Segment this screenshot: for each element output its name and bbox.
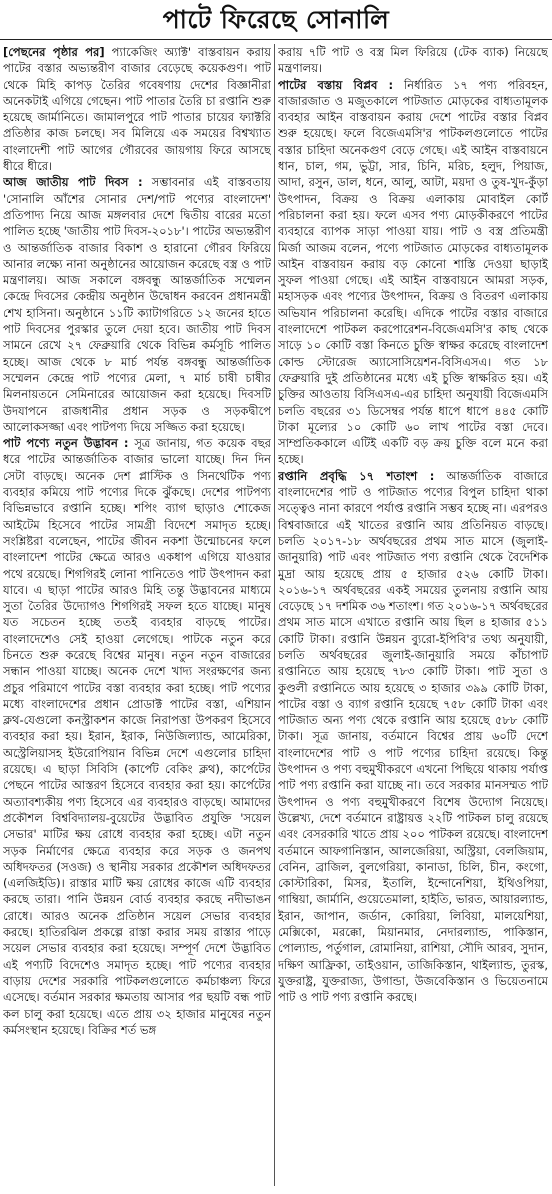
paragraph-export-growth [278,468,548,1006]
subhead-jute-day: আজ জাতীয় পাট দিবস : [3,175,143,190]
paragraph-intro [3,44,271,174]
subhead-innovation: পাট পণ্যে নতুন উদ্ভাবন : [3,436,129,451]
paragraph-continued [278,44,548,77]
paragraph-jute-day [3,174,271,435]
headline-band [0,0,552,40]
paragraph-intro-text: প্যাকেজিং অ্যাক্ট' বাস্তবায়ন করায় পাটের বস্তার অভ্যন্তরীণ বাজার বেড়েছে কয়েকগুণ। পাট থেকে মিহি কাপড় তৈরির গবেষণায় দেশের বিজ্ঞানীরা অনেকটাই এগিয়ে গেছেন। পাট পাতার তৈরি চা রপ্তানি শুরু হয়েছে জার্মানিতে। জামালপুরে পাট পাতার চায়ের ফ্যাক্টরি প্রতিষ্ঠার কাজ চলছে। সব মিলিয়ে এক সময়ের বিশ্বখ্যাত বাংলাদেশী পাট আগের গৌরবের জায়গায় ফিরে আসছে ধীরে ধীরে। [3,45,271,174]
article-column-left [3,44,271,1190]
paragraph-export-growth-text: আন্তর্জাতিক বাজারে বাংলাদেশের পাট ও পাটজাত পণ্যের বিপুল চাহিদা থাকা সত্ত্বেও নানা কারণে পর্যাপ্ত রপ্তানি সম্ভব হচ্ছে না। এরপরও বিশ্ববাজারে এই খাতের রপ্তানি আয় প্রতিনিয়ত বাড়ছে। চলতি ২০১৭-১৮ অর্থবছরের প্রথম সাত মাসে (জুলাই-জানুয়ারি) পাট এবং পাটজাত পণ্য রপ্তানি থেকে বৈদেশিক মুদ্রা আয় হয়েছে প্রায় ৫ হাজার ৫২৬ কোটি টাকা। ২০১৬-১৭ অর্থবছরের একই সময়ের তুলনায় রপ্তানি আয় বেড়েছে ১৭ দশমিক ৩৬ শতাংশ। গত ২০১৬-১৭ অর্থবছরের প্রথম সাত মাসে এখাতে রপ্তানি আয় ছিল ৪ হাজার ৫১১ কোটি টাকা। রপ্তানি উন্নয়ন ব্যুরো-ইপিবি'র তথ্য অনুযায়ী, চলতি অর্থবছরের জুলাই-জানুয়ারি সময়ে কাঁচাপাট রপ্তানিতে আয় হয়েছে ৭৮৩ কোটি টাকা। পাট সুতা ও কুণ্ডলী রপ্তানিতে আয় হয়েছে ৩ হাজার ৩৯৯ কোটি টাকা, পাটের বস্তা ও ব্যাগ রপ্তানি হয়েছে ৭৫৮ কোটি টাকা এবং পাটজাত অন্য পণ্য থেকে রপ্তানি আয় হয়েছে ৫৮৮ কোটি টাকা। সূত্র জানায়, বর্তমানে বিশ্বের প্রায় ৬০টি দেশে বাংলাদেশের পাট ও পাট পণ্যের চাহিদা রয়েছে। কিন্তু উৎপাদন ও পণ্য বহুমুখীকরণে এখনো পিছিয়ে থাকায় পর্যাপ্ত পাট পণ্য রপ্তানি করা যাচ্ছে না। তবে সরকার মানসম্মত পাট উৎপাদন ও পণ্য বহুমুখীকরণে বিশেষ উদ্যোগ নিয়েছে। উল্লেখ্য, দেশে বর্তমানে রাষ্ট্রায়ত্ত ২২টি পাটকল চালু রয়েছে এবং বেসরকারি খাতে প্রায় ২০০ পাটকল রয়েছে। বাংলাদেশ বর্তমানে আফগানিস্তান, আলজেরিয়া, অস্ট্রিয়া, বেলজিয়াম, বেনিন, ব্রাজিল, বুলগেরিয়া, কানাডা, চিলি, চীন, কংগো, কোস্টারিকা, মিসর, ইতালি, ইন্দোনেশিয়া, ইথিওপিয়া, গাম্বিয়া, জার্মানি, গুয়েতেমালা, হাইতি, ভারত, আয়ারল্যান্ড, ইরান, জাপান, জর্ডান, কোরিয়া, লিবিয়া, মালয়েশিয়া, মেক্সিকো, মরক্কো, মিয়ানমার, নেদারল্যান্ড, পাকিস্তান, পোল্যান্ড, পর্তুগাল, রোমানিয়া, রাশিয়া, সৌদি আরব, সুদান, দক্ষিণ আফ্রিকা, তাইওয়ান, তাজিকিস্তান, থাইল্যান্ড, তুরস্ক, যুক্তরাষ্ট্র, যুক্তরাজ্য, উগান্ডা, উজবেকিস্তান ও ভিয়েতনামে পাট ও পাট পণ্য রপ্তানি করছে। [278,468,548,1005]
column-divider [274,44,275,1186]
paragraph-sack-revolution [278,77,548,468]
paragraph-innovation [3,435,271,1038]
article-column-right [278,44,548,1190]
subhead-export-growth: রপ্তানি প্রবৃদ্ধি ১৭ শতাংশ : [278,468,435,483]
dateline-continued: [পেছনের পৃষ্ঠার পর] [3,45,105,59]
subhead-sack-revolution: পাটের বস্তায় বিপ্লব : [278,77,394,92]
headline: পাটে ফিরেছে সোনালি [162,5,390,34]
paragraph-innovation-text: সূত্র জানায়, গত কয়েক বছর ধরে পাটের আন্তর্জাতিক বাজার ভালো যাচ্ছে। দিন দিন সেটা বাড়ছে। অনেক দেশ প্লাস্টিক ও সিনথেটিক পণ্য ব্যবহার কমিয়ে পাট পণ্যের দিকে ঝুঁকছে। দেশের পাটপণ্য বিভিন্নভাবে রপ্তানি হচ্ছে। শপিং ব্যাগ ছাড়াও শোকেজ আইটেম হিসেবে পাটের সামগ্রী বিদেশে সমাদৃত হচ্ছে। সংশ্লিষ্টরা বলেছেন, পাটের জীবন নকশা উন্মোচনের ফলে বাংলাদেশ পাটের ক্ষেত্রে আরও একধাপ এগিয়ে যাওয়ার পথে রয়েছে। শিগগিরই লোনা পানিতেও পাট উৎপাদন করা যাবে। এ ছাড়া পাটের আরও মিহি তন্তু উদ্ভাবনের মাধ্যমে সুতা তৈরির উদ্যোগও শিগগিরই সফল হতে যাচ্ছে। মানুষ যত সচেতন হচ্ছে ততই ব্যবহার বাড়ছে পাটের। বাংলাদেশেও সেই হাওয়া লেগেছে। পাটকে নতুন করে চিনতে শুরু করেছে বিশ্বের মানুষ। নতুন নতুন বাজারের সন্ধান পাওয়া যাচ্ছে। অনেক দেশে খাদ্য সংরক্ষণের জন্য প্রচুর পরিমাণে পাটের বস্তা ব্যবহার করা হচ্ছে। পাট পণ্যের মধ্যে বাংলাদেশের প্রধান প্রোডাক্ট পাটের বস্তা, এশিয়ান ক্লথ-যেগুলো কনস্ট্রাকশন কাজে নিরাপত্তা উপকরণ হিসেবে ব্যবহার করা হয়। ইরান, ইরাক, নিউজিল্যান্ড, আমেরিকা, অস্ট্রেলিয়াসহ ইউরোপিয়ান বিভিন্ন দেশে এগুলোর চাহিদা রয়েছে। এ ছাড়া সিবিসি (কার্পেট বেকিং ক্লথ), কার্পেটের পেছনে পাটের আস্তরণ হিসেবে ব্যবহার করা হয়। কার্পেটের অত্যাবশ্যকীয় পণ্য হিসেবে এর ব্যবহারও বাড়ছে। আমাদের প্রকৌশল বিশ্ববিদ্যালয়-বুয়েটের উদ্ভাবিত প্রযুক্তি 'সয়েল সেভার' মাটির ক্ষয় রোধে ব্যবহার করা হচ্ছে। এটা নতুন সড়ক নির্মাণের ক্ষেত্রে ব্যবহার করে সড়ক ও জনপথ অধিদফতর (সওজ) ও স্থানীয় সরকার প্রকৌশল অধিদফতর (এলজিইডি)। রাস্তার মাটি ক্ষয় রোধের কাজে এটি ব্যবহার করছে তারা। পানি উন্নয়ন বোর্ড ব্যবহার করছে নদীভাঙন রোধে। আরও অনেক প্রতিষ্ঠান সয়েল সেভার ব্যবহার করছে। হাতিরঝিল প্রকল্পে রাস্তা করার সময় রাস্তার পাড়ে সয়েল সেভার ব্যবহার করা হয়েছে। সম্পূর্ণ দেশে উদ্ভাবিত এই পণ্যটি বিদেশেও সমাদৃত হচ্ছে। পাট পণ্যের ব্যবহার বাড়ায় দেশের সরকারি পাটকলগুলোতে কর্মচাঞ্চল্য ফিরে এসেছে। বর্তমান সরকার ক্ষমতায় আসার পর ছয়টি বন্ধ পাট কল চালু করা হয়েছে। এতে প্রায় ৩২ হাজার মানুষের নতুন কর্মসংস্থান হয়েছে। বিক্রির শর্ত ভঙ্গ [3,436,271,1037]
paragraph-continued-text: করায় ৭টি পাট ও বস্ত্র মিল ফিরিয়ে (টেক ব্যাক) নিয়েছে মন্ত্রণালয়। [278,45,548,76]
paragraph-jute-day-text: সম্ভাবনার এই বাস্তবতায় 'সোনালি আঁশের সোনার দেশ/পাট পণ্যের বাংলাদেশ' প্রতিপাদ্য নিয়ে আজ মঙ্গলবার দেশে দ্বিতীয় বারের মতো পালিত হচ্ছে 'জাতীয় পাট দিবস-২০১৮'। পাটের অভ্যন্তরীণ ও আন্তর্জাতিক বাজার বিকাশ ও হারানো গৌরব ফিরিয়ে আনার লক্ষ্যে নানা অনুষ্ঠানের আয়োজন করেছে বস্ত্র ও পাট মন্ত্রণালয়। আজ সকালে বঙ্গবন্ধু আন্তর্জাতিক সম্মেলন কেন্দ্রে দিবসের কেন্দ্রীয় অনুষ্ঠান উদ্বোধন করবেন প্রধানমন্ত্রী শেখ হাসিনা। অনুষ্ঠানে ১১টি ক্যাটাগরিতে ১২ জনের হাতে পাট দিবসের পুরস্কার তুলে দেয়া হবে। জাতীয় পাট দিবস সামনে রেখে ২৭ ফেব্রুয়ারি থেকে বিভিন্ন কর্মসূচি পালিত হচ্ছে। আজ থেকে ৮ মার্চ পর্যন্ত বঙ্গবন্ধু আন্তর্জাতিক সম্মেলন কেন্দ্রে পাট পণ্যের মেলা, ৭ মার্চ চাষী চাষীর মিলনায়তনে সেমিনারের আয়োজন করা হয়েছে। দিবসটি উদযাপনে রাজধানীর প্রধান সড়ক ও সড়কদ্বীপে আলোকসজ্জা এবং পাটপণ্য দিয়ে সজ্জিত করা হয়েছে। [3,175,271,434]
paragraph-sack-revolution-text: নির্ধারিত ১৭ পণ্য পরিবহন, বাজারজাত ও মজুতকালে পাটজাত মোড়কের বাধ্যতামূলক ব্যবহার আইন বাস্তবায়ন করায় দেশে পাটের বস্তার বিপ্লব শুরু হয়েছে। ফলে বিজেএমসি'র পাটকলগুলোতে পাটের বস্তার চাহিদা অনেকগুণ বেড়ে গেছে। এই আইন বাস্তবায়নে ধান, চাল, গম, ভুট্টা, সার, চিনি, মরিচ, হলুদ, পিয়াজ, আদা, রসুন, ডাল, ধনে, আলু, আটা, ময়দা ও তুষ-খুদ-কুঁড়া উৎপাদন, বিক্রয় ও বিক্রয় এলাকায় মোবাইল কোর্ট পরিচালনা করা হয়। ফলে এসব পণ্য মোড়কীকরণে পাটের ব্যবহারে ব্যাপক সাড়া পাওয়া যায়। পাট ও বস্ত্র প্রতিমন্ত্রী মির্জা আজম বলেন, পণ্যে পাটজাত মোড়কের বাধ্যতামূলক আইন বাস্তবায়ন করায় বড় কোনো শাস্তি দেওয়া ছাড়াই সুফল পাওয়া গেছে। এই আইন বাস্তবায়নে আমরা সড়ক, মহাসড়ক এবং পণ্যের উৎপাদন, বিক্রয় ও বিতরণ এলাকায় অভিযান পরিচালনা করেছি। এদিকে পাটের বস্তার বাজারে বাংলাদেশে পাটকল করপোরেশন-বিজেএমসি'র কাছ থেকে সাড়ে ১০ কোটি বস্তা কিনতে চুক্তি স্বাক্ষর করেছে বাংলাদেশ কোল্ড স্টোরেজ অ্যাসোসিয়েশন-বিসিএসএ। গত ১৮ ফেব্রুয়ারি দুই প্রতিষ্ঠানের মধ্যে এই চুক্তি স্বাক্ষরিত হয়। এই চুক্তির আওতায় বিসিএসএ-এর চাহিদা অনুযায়ী বিজেএমসি চলতি বছরের ৩১ ডিসেম্বর পর্যন্ত ধাপে ধাপে ৪৪৫ কোটি টাকা মূল্যের ১০ কোটি ৬০ লাখ পাটের বস্তা দেবে। সাম্প্রতিককালে এটিই একটি বড় ক্রয় চুক্তি বলে মনে করা হচ্ছে। [278,77,548,467]
